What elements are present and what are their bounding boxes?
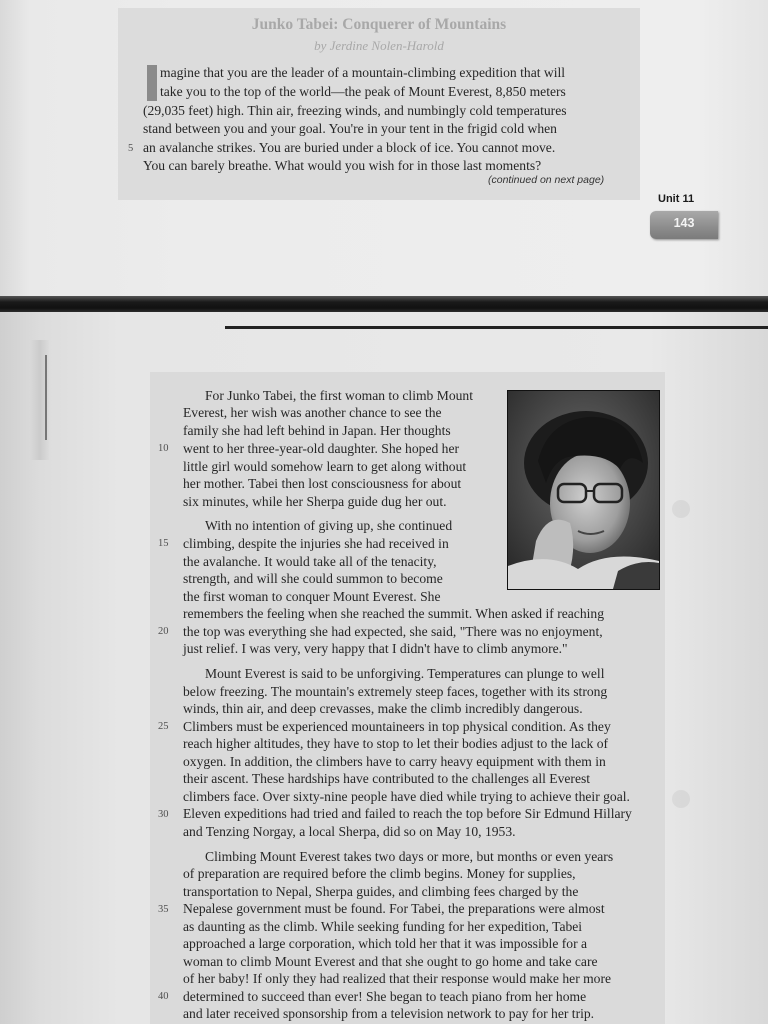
body-line: the top was everything she had expected, she said, "There was no enjoyment,	[183, 624, 603, 639]
body-line: as daunting as the climb. While seeking funding for her expedition, Tabei	[183, 919, 583, 934]
body-line: family she had left behind in Japan. Her thoughts	[183, 423, 451, 438]
body-line: determined to succeed than ever! She began to teach piano from her home	[183, 989, 587, 1004]
body-line: oxygen. In addition, the climbers have to carry heavy equipment with them in	[183, 754, 606, 769]
drop-cap	[147, 65, 157, 101]
body-line: of her baby! If only they had realized that their response would make her more	[183, 971, 612, 986]
line-number: 40	[158, 991, 169, 1002]
body-line: remembers the feeling when she reached the summit. When asked if reaching	[183, 606, 604, 621]
body-line: their ascent. These hardships have contributed to the challenges all Everest	[183, 771, 591, 786]
line-number: 30	[158, 809, 169, 820]
body-line: reach higher altitudes, they have to stop to let their bodies adjust to the lack of	[183, 736, 609, 751]
line-number: 35	[158, 904, 169, 915]
body-line: With no intention of giving up, she continued	[205, 518, 453, 533]
body-line: the first woman to conquer Mount Everest. She	[183, 589, 441, 604]
body-line: six minutes, while her Sherpa guide dug her out.	[183, 494, 447, 509]
intro-line: You can barely breathe. What would you wish for in those last moments?	[143, 158, 542, 173]
intro-line: magine that you are the leader of a mountain-climbing expedition that will	[160, 65, 566, 80]
body-line: strength, and will she could summon to become	[183, 571, 443, 586]
body-line: of preparation are required before the climb begins. Money for supplies,	[183, 866, 576, 881]
binding-shadow	[30, 340, 50, 460]
body-line: Eleven expeditions had tried and failed to reach the top before Sir Edmund Hillary	[183, 806, 632, 821]
body-line: Nepalese government must be found. For Tabei, the preparations were almost	[183, 901, 605, 916]
body-line: For Junko Tabei, the first woman to climb Mount	[205, 388, 474, 403]
body-line: Climbing Mount Everest takes two days or more, but months or even years	[205, 849, 614, 864]
line-number: 15	[158, 538, 169, 549]
line-number: 5	[128, 143, 134, 154]
portrait-image	[508, 391, 659, 589]
unit-label: Unit 11	[658, 193, 695, 205]
page-rule	[225, 326, 768, 329]
body-line: climbers face. Over sixty-nine people have died while trying to achieve their goal.	[183, 789, 630, 804]
body-line: winds, thin air, and deep crevasses, make the climb incredibly dangerous.	[183, 701, 583, 716]
body-line: below freezing. The mountain's extremely steep faces, together with its strong	[183, 684, 608, 699]
body-line: and later received sponsorship from a television network to pay for her trip.	[183, 1006, 595, 1021]
body-line: woman to climb Mount Everest and that she ought to go home and take care	[183, 954, 598, 969]
line-number: 20	[158, 626, 169, 637]
body-line: just relief. I was very, very happy that I didn't have to climb anymore."	[183, 641, 568, 656]
body-line: Mount Everest is said to be unforgiving. Temperatures can plunge to well	[205, 666, 605, 681]
continued-note: (continued on next page)	[488, 174, 605, 186]
body-line: the avalanche. It would take all of the tenacity,	[183, 554, 437, 569]
body-line: and Tenzing Norgay, a local Sherpa, did so on May 10, 1953.	[183, 824, 516, 839]
page-number: 143	[673, 216, 695, 230]
body-line: little girl would somehow learn to get along without	[183, 459, 467, 474]
intro-line: take you to the top of the world—the peak of Mount Everest, 8,850 meters	[160, 84, 566, 99]
binding-mark	[45, 355, 47, 440]
body-line: went to her three-year-old daughter. She hoped her	[183, 441, 460, 456]
article-byline: by Jerdine Nolen-Harold	[314, 38, 444, 53]
body-line: Everest, her wish was another chance to see the	[183, 405, 442, 420]
intro-line: (29,035 feet) high. Thin air, freezing winds, and numbingly cold temperatures	[143, 103, 567, 118]
body-line: her mother. Tabei then lost consciousness for about	[183, 476, 462, 491]
body-line: Climbers must be experienced mountaineers in top physical condition. As they	[183, 719, 611, 734]
line-number: 10	[158, 443, 169, 454]
intro-line: an avalanche strikes. You are buried under a block of ice. You cannot move.	[143, 140, 556, 155]
body-line: approached a large corporation, which told her that it was impossible for a	[183, 936, 588, 951]
body-line: transportation to Nepal, Sherpa guides, and climbing fees charged by the	[183, 884, 579, 899]
article-title: Junko Tabei: Conquerer of Mountains	[251, 16, 507, 33]
body-line: climbing, despite the injuries she had received in	[183, 536, 449, 551]
page-marks	[672, 490, 692, 830]
intro-line: stand between you and your goal. You're in your tent in the frigid cold when	[143, 121, 557, 136]
line-number: 25	[158, 721, 169, 732]
portrait-photo	[507, 390, 660, 590]
